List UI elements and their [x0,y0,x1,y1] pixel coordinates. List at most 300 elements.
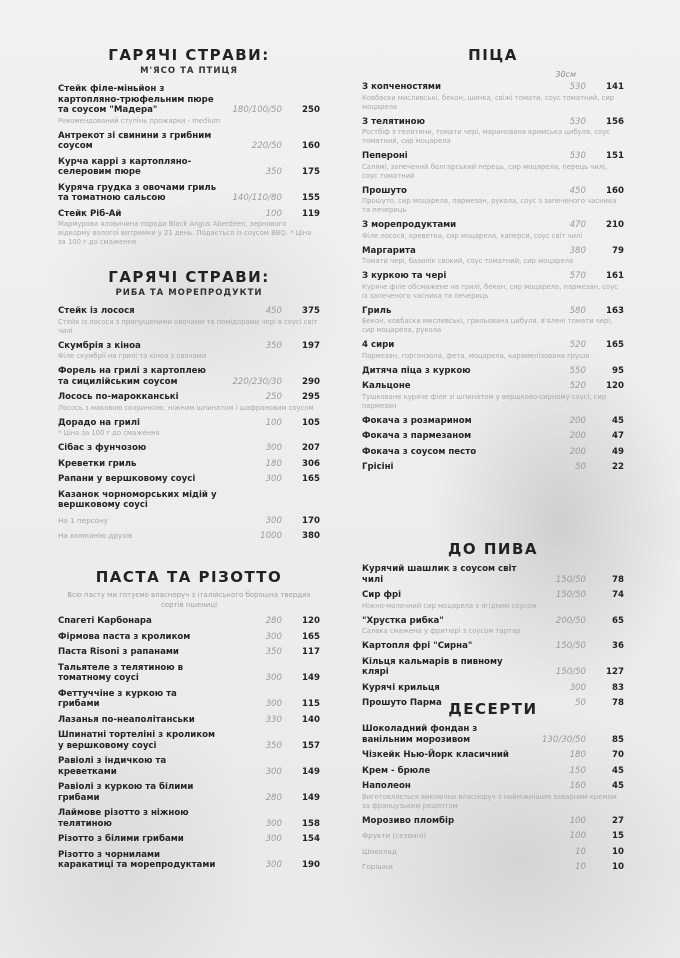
dish-weight: 200 [569,415,586,426]
dish-name: Картопля фрі "Сирна" [362,641,473,651]
section-title: ДО ПИВА [448,540,538,558]
menu-item [362,750,624,761]
menu-item [362,186,624,216]
menu-item-row [362,306,624,317]
dish-name: Дорадо на грилі [58,417,140,428]
dish-weight: 350 [265,647,282,657]
menu-item-row [58,443,320,454]
dish-price: 74 [612,590,624,600]
dish-price: 175 [302,167,320,177]
menu-item-row [362,781,624,792]
menu-item [362,781,624,811]
section-subtitle: М'ЯСО ТА ПТИЦЯ [140,66,238,76]
dish-name: Лазанья по-неаполітанськи [58,714,195,725]
menu-list [362,724,624,826]
menu-item [362,616,624,637]
menu-item-row [362,220,624,231]
dish-weight: 280 [265,616,282,626]
menu-item-row [58,131,320,152]
dish-description: * Ціна за 100 г до смаження [58,429,160,437]
dish-price: 79 [612,245,624,256]
menu-item-row [58,418,320,429]
dish-description: Філе скумбрії на грилі та кіноа з овочами [58,352,207,360]
dish-weight: 200/50 [555,615,586,626]
dish-price: 70 [612,750,624,760]
menu-item-row [58,715,320,726]
dish-name: Спагеті Карбонара [58,616,152,626]
menu-item [362,340,624,361]
menu-item-row [362,271,624,282]
dish-weight: 520 [569,340,586,350]
dish-price: 10 [612,846,624,857]
menu-item [58,689,320,710]
dish-name: Шоколадний фондан з ванільним морозивом [362,724,478,745]
dish-weight: 200 [569,431,586,441]
dish-price: 149 [302,673,320,683]
menu-item-row [362,416,624,427]
dish-name: Фірмова паста з кроликом [58,631,191,642]
menu-item-row [362,381,624,392]
dish-weight: 350 [265,167,282,177]
dish-name: Фокача з пармезаном [362,431,472,441]
dish-weight: 300 [265,515,282,526]
menu-item [58,183,320,204]
dish-weight: 350 [265,740,282,751]
menu-item-row [58,183,320,204]
dish-name: Чізкейк Нью-Йорк класичний [362,750,509,760]
dish-price: 380 [302,531,320,541]
dish-weight: 130/30/50 [541,734,586,745]
dish-weight: 300 [265,673,282,683]
menu-item [58,756,320,777]
menu-item [362,766,624,777]
menu-item [58,616,320,627]
dish-description: Ковбаски мисливські, бекон, шинка, свіжі томати, соус томатний, сир моцарела [362,93,615,111]
dish-name: На 1 персону [58,515,108,525]
menu-item [362,381,624,411]
menu-item-row [362,750,624,761]
menu-item-row [58,84,320,116]
dish-price: 190 [302,860,320,870]
dish-name: Скумбрія з кіноа [58,340,141,351]
menu-item [362,641,624,652]
menu-item-row [58,689,320,710]
menu-item-row [58,647,320,658]
dish-price: 151 [606,151,624,161]
dish-name: Прошуто Парма [362,698,442,708]
dish-price: 78 [612,574,624,585]
menu-item [58,850,320,871]
dish-weight: 150/50 [555,574,586,585]
dish-name: Кільця кальмарів в пивному клярі [362,656,503,677]
menu-item-row [58,209,320,220]
menu-item-row [362,447,624,458]
dish-weight: 330 [265,714,282,725]
dish-weight: 520 [569,381,586,391]
dish-weight: 280 [265,792,282,803]
dish-name: Крем - брюле [362,765,431,776]
dish-name: Пепероні [362,151,408,161]
dish-price: 45 [612,415,624,426]
section-title: ГАРЯЧІ СТРАВИ: [108,46,270,64]
dish-name: З копченостями [362,82,441,92]
section-pizza [362,46,624,478]
dish-weight: 450 [569,185,586,196]
dish-price: 306 [302,458,320,469]
dish-weight: 450 [265,306,282,316]
dish-name: Шпинатні тортеліні з кроликом у вершковому соусі [58,730,216,751]
dish-name: З морепродуктами [362,220,457,230]
menu-list [362,564,624,709]
dish-price: 105 [302,417,320,428]
menu-item [58,131,320,152]
dish-price: 156 [606,116,624,127]
dish-weight: 50 [575,462,586,472]
menu-item [362,366,624,377]
dish-price: 85 [612,734,624,745]
menu-item [58,647,320,658]
dish-weight: 150/50 [555,667,586,677]
dish-price: 160 [302,141,320,151]
menu-item-row [58,392,320,403]
dish-name: Форель на грилі з картоплею та сицилійським соусом [58,366,206,387]
menu-item-row [362,641,624,652]
dish-name: З телятиною [362,116,425,127]
dish-name: Феттуччіне з куркою та грибами [58,688,177,709]
menu-item-row [58,516,320,527]
dish-price: 375 [302,306,320,316]
menu-item-row [362,151,624,162]
menu-item [58,209,320,248]
dish-description: Мармурова яловичина породи Black Angus Aberdeen, зернового відкорму вологої витримки у 21 день. Подається із соусом BBQ. * Ціна за 100 г до смаження [58,220,312,246]
menu-item-row [362,564,624,585]
dish-price: 149 [302,792,320,803]
dish-price: 207 [302,443,320,453]
dish-weight: 530 [569,82,586,92]
menu-item-row [58,474,320,485]
dish-weight: 250 [265,392,282,402]
dish-name: Наполеон [362,781,411,791]
dish-price: 250 [302,105,320,115]
dish-name: Сібас з фунчозою [58,443,147,453]
menu-item [362,246,624,267]
dish-name: Куряча грудка з овочами гриль та томатною сальсою [58,182,217,203]
dish-name: Шоколад [362,846,397,856]
dish-weight: 180 [569,750,586,760]
dish-price: 161 [606,271,624,281]
dish-weight: 180 [265,458,282,469]
dish-price: 295 [302,392,320,402]
dish-price: 65 [612,615,624,626]
dish-price: 157 [302,740,320,751]
menu-item [58,632,320,643]
menu-item [58,474,320,485]
menu-item-row [362,862,624,873]
dish-price: 115 [302,699,320,709]
menu-item [58,663,320,684]
menu-item [58,443,320,454]
dish-name: Креветки гриль [58,458,137,469]
menu-item-row [362,831,624,842]
dish-description: Салямі, запечений болгарський перець, сир моцарела, перець чилі, соус томатний [362,162,608,180]
dish-name: Горішки [362,862,393,871]
section-title: ПАСТА ТА РІЗОТТО [95,568,283,586]
dish-name: Морозиво пломбір [362,815,455,826]
dish-description: Стейк із лосося з припущеними овочами та помідорами чері в соусі світ чилі [58,317,318,335]
menu-list [362,82,624,473]
menu-item-row [58,459,320,470]
dish-weight: 570 [569,271,586,281]
dish-price: 290 [302,376,320,387]
dish-price: 141 [606,82,624,92]
dish-weight: 10 [575,862,586,872]
menu-item-row [362,816,624,827]
dish-weight: 150/50 [555,590,586,600]
dish-price: 22 [612,462,624,472]
menu-item-row [58,782,320,803]
dish-description: Ніжно-молочний сир моцарела з ягідним соусом [362,601,537,610]
dish-price: 154 [302,834,320,844]
dish-weight: 300 [265,443,282,453]
dish-name: Кальцоне [362,381,411,391]
dish-price: 119 [302,208,320,219]
menu-item [362,220,624,241]
menu-item [362,117,624,147]
menu-item-row [362,683,624,694]
section-hot-fish [58,268,320,547]
dish-name: Курча каррі з картопляно-селеровим пюре [58,156,192,177]
menu-item [362,271,624,301]
dish-price: 45 [612,781,624,791]
menu-item [58,834,320,845]
menu-item [58,782,320,803]
dish-name: Фрукти (сезонні) [362,831,427,840]
dish-weight: 350 [265,340,282,351]
dish-price: 120 [302,616,320,626]
dish-description: Ростбіф з телятини, томати чері, маринована кримська цибуля, соус томатний, сир моцарела [362,128,610,145]
menu-item [362,564,624,585]
dish-weight: 300 [265,699,282,709]
dish-weight: 300 [265,631,282,642]
dish-price: 197 [302,340,320,351]
menu-item [58,715,320,726]
menu-item-row [362,366,624,377]
dish-price: 163 [606,305,624,316]
dish-weight: 380 [569,245,586,256]
dish-description: Томати чері, базилік свіжий, соус томатний, сир моцарела [362,257,574,265]
menu-item-row [58,531,320,542]
menu-item-row [58,663,320,684]
dish-name: Гриль [362,305,392,316]
dish-description: Рекомендований ступінь прожарки - medium [58,116,221,125]
menu-item [58,157,320,178]
dish-weight: 550 [569,365,586,376]
dish-name: З куркою та чері [362,271,447,281]
menu-item-row [362,82,624,93]
section-title: ПІЦА [468,46,518,64]
menu-subitem [58,531,320,542]
menu-item-row [58,730,320,751]
menu-item [58,392,320,413]
dish-description: Пармезан, горгонзола, фета, моцарела, карамелізована груша [362,351,590,360]
dish-name: Сир фрі [362,590,402,600]
dish-price: 127 [606,667,624,677]
dish-description: Філе лосося, креветка, сир моцарела, каперси, соус світ чилі [362,231,583,240]
section-desserts [362,700,624,878]
menu-item [362,82,624,112]
menu-item [362,151,624,181]
menu-item [362,590,624,611]
dish-price: 155 [302,193,320,203]
section-subtitle: РИБА ТА МОРЕПРОДУКТИ [115,288,263,298]
menu-subitem [362,847,624,858]
menu-item-row [362,186,624,197]
menu-item-row [58,632,320,643]
menu-sublist [58,516,320,542]
dish-price: 165 [302,474,320,484]
size-label: 30см [555,70,576,79]
dish-name: Фокача з соусом песто [362,446,477,457]
dish-weight: 140/110/80 [232,193,282,203]
menu-item [362,416,624,427]
menu-subitem [362,862,624,873]
menu-item-row [58,756,320,777]
menu-item-row [58,616,320,627]
menu-list [58,616,320,871]
dish-name: Різотто з чорнилами каракатиці та морепродуктами [58,849,216,870]
dish-weight: 100 [569,831,586,841]
dish-weight: 150 [569,765,586,776]
dish-price: 47 [612,431,624,441]
menu-item [58,366,320,387]
menu-item [362,683,624,694]
dish-weight: 300 [265,860,282,870]
dish-name: Фокача з розмарином [362,415,472,426]
menu-item [58,730,320,751]
dish-description: Бекон, ковбаски мисливські, грильована цибуля, в'ялені томати чері, сир моцарела, рукола [362,317,613,334]
menu-item-row [58,850,320,871]
dish-weight: 220/230/30 [232,376,282,387]
menu-item [58,459,320,470]
dish-weight: 530 [569,151,586,161]
menu-item-row [362,431,624,442]
section-beer [362,540,624,714]
menu-item-row [362,590,624,601]
dish-price: 95 [612,365,624,376]
dish-weight: 100 [265,417,282,428]
menu-item-row [362,616,624,627]
menu-item [362,816,624,827]
dish-price: 165 [606,340,624,350]
dish-price: 170 [302,515,320,526]
section-title: ДЕСЕРТИ [448,700,538,718]
menu-item [362,306,624,336]
section-title: ГАРЯЧІ СТРАВИ: [108,268,270,286]
menu-item [58,490,320,511]
dish-name: Тальятеле з телятиною в томатному соусі [58,662,184,683]
dish-weight: 470 [569,220,586,230]
dish-name: 4 сири [362,340,395,350]
dish-description: Виготовляється виключно власноруч з найніжнішим заварним кремом за французьким рецептом [362,792,617,810]
dish-name: Паста Risoni з рапанами [58,647,179,657]
dish-price: 49 [612,446,624,457]
dish-weight: 100 [265,208,282,219]
menu-item [58,808,320,829]
menu-item [362,657,624,678]
menu-item-row [58,490,320,511]
dish-weight: 300 [265,818,282,829]
menu-item-row [362,462,624,473]
menu-item-row [362,117,624,128]
dish-weight: 150/50 [555,641,586,651]
section-hot-meat [58,46,320,252]
dish-description: Тушковане куряче філе зі шпинатом у вершково-сирному соусі, сир пармезан [362,392,607,410]
menu-item-row [58,366,320,387]
dish-price: 210 [606,220,624,230]
dish-price: 36 [612,641,624,651]
dish-description: Куряче філе обсмажене на грилі, бекон, сир моцарела, пармезан, соус із запеченого часника та печериць [362,282,618,300]
menu-item [58,84,320,126]
dish-description: Прошуто, сир моцарела, пармезан, рукола, соус з запеченого часника та печериць [362,197,617,214]
dish-weight: 100 [569,815,586,826]
menu-item-row [58,306,320,317]
menu-item [58,418,320,439]
dish-name: Стейк Ріб-Ай [58,208,122,219]
dish-weight: 300 [569,682,586,693]
menu-sublist [362,831,624,873]
menu-item-row [58,808,320,829]
dish-weight: 530 [569,116,586,127]
dish-description: Лосось з маковою скоринкою, ніжним шпинатом і шафрановим соусом [58,403,314,412]
section-note: Всю пасту ми готуємо власноруч з італійського борошна твердих сортів пшениці [67,591,311,609]
dish-price: 140 [302,714,320,725]
dish-price: 83 [612,682,624,693]
dish-price: 160 [606,185,624,196]
menu-item [362,431,624,442]
menu-list [58,84,320,247]
dish-price: 149 [302,766,320,777]
dish-weight: 220/50 [251,141,282,151]
dish-weight: 580 [569,305,586,316]
dish-weight: 300 [265,474,282,484]
dish-description: Салака смажена у фритюрі з соусом тартар [362,627,521,635]
dish-weight: 50 [575,698,586,708]
dish-name: Лаймове різотто з ніжною телятиною [58,808,189,829]
menu-item [362,462,624,473]
menu-item-row [58,157,320,178]
dish-price: 165 [302,631,320,642]
menu-subitem [58,516,320,527]
section-pasta [58,568,320,876]
dish-name: Лосось по-марокканські [58,392,179,402]
dish-price: 45 [612,765,624,776]
dish-name: Казанок чорноморських мідій у вершковому соусі [58,489,217,510]
dish-name: Курячий шашлик з соусом світ чилі [362,564,517,585]
dish-price: 15 [612,831,624,841]
menu-subitem [362,831,624,842]
menu-item-row [362,766,624,777]
menu-item [362,447,624,458]
dish-name: Антрекот зі свинини з грибним соусом [58,130,212,151]
dish-price: 158 [302,818,320,829]
dish-name: Равіолі з куркою та білими грибами [58,782,194,803]
menu-item-row [362,847,624,858]
dish-name: Різотто з білими грибами [58,834,184,844]
dish-name: Дитяча піца з куркою [362,365,471,376]
menu-item [362,724,624,745]
dish-weight: 200 [569,446,586,457]
dish-name: Прошуто [362,185,407,196]
